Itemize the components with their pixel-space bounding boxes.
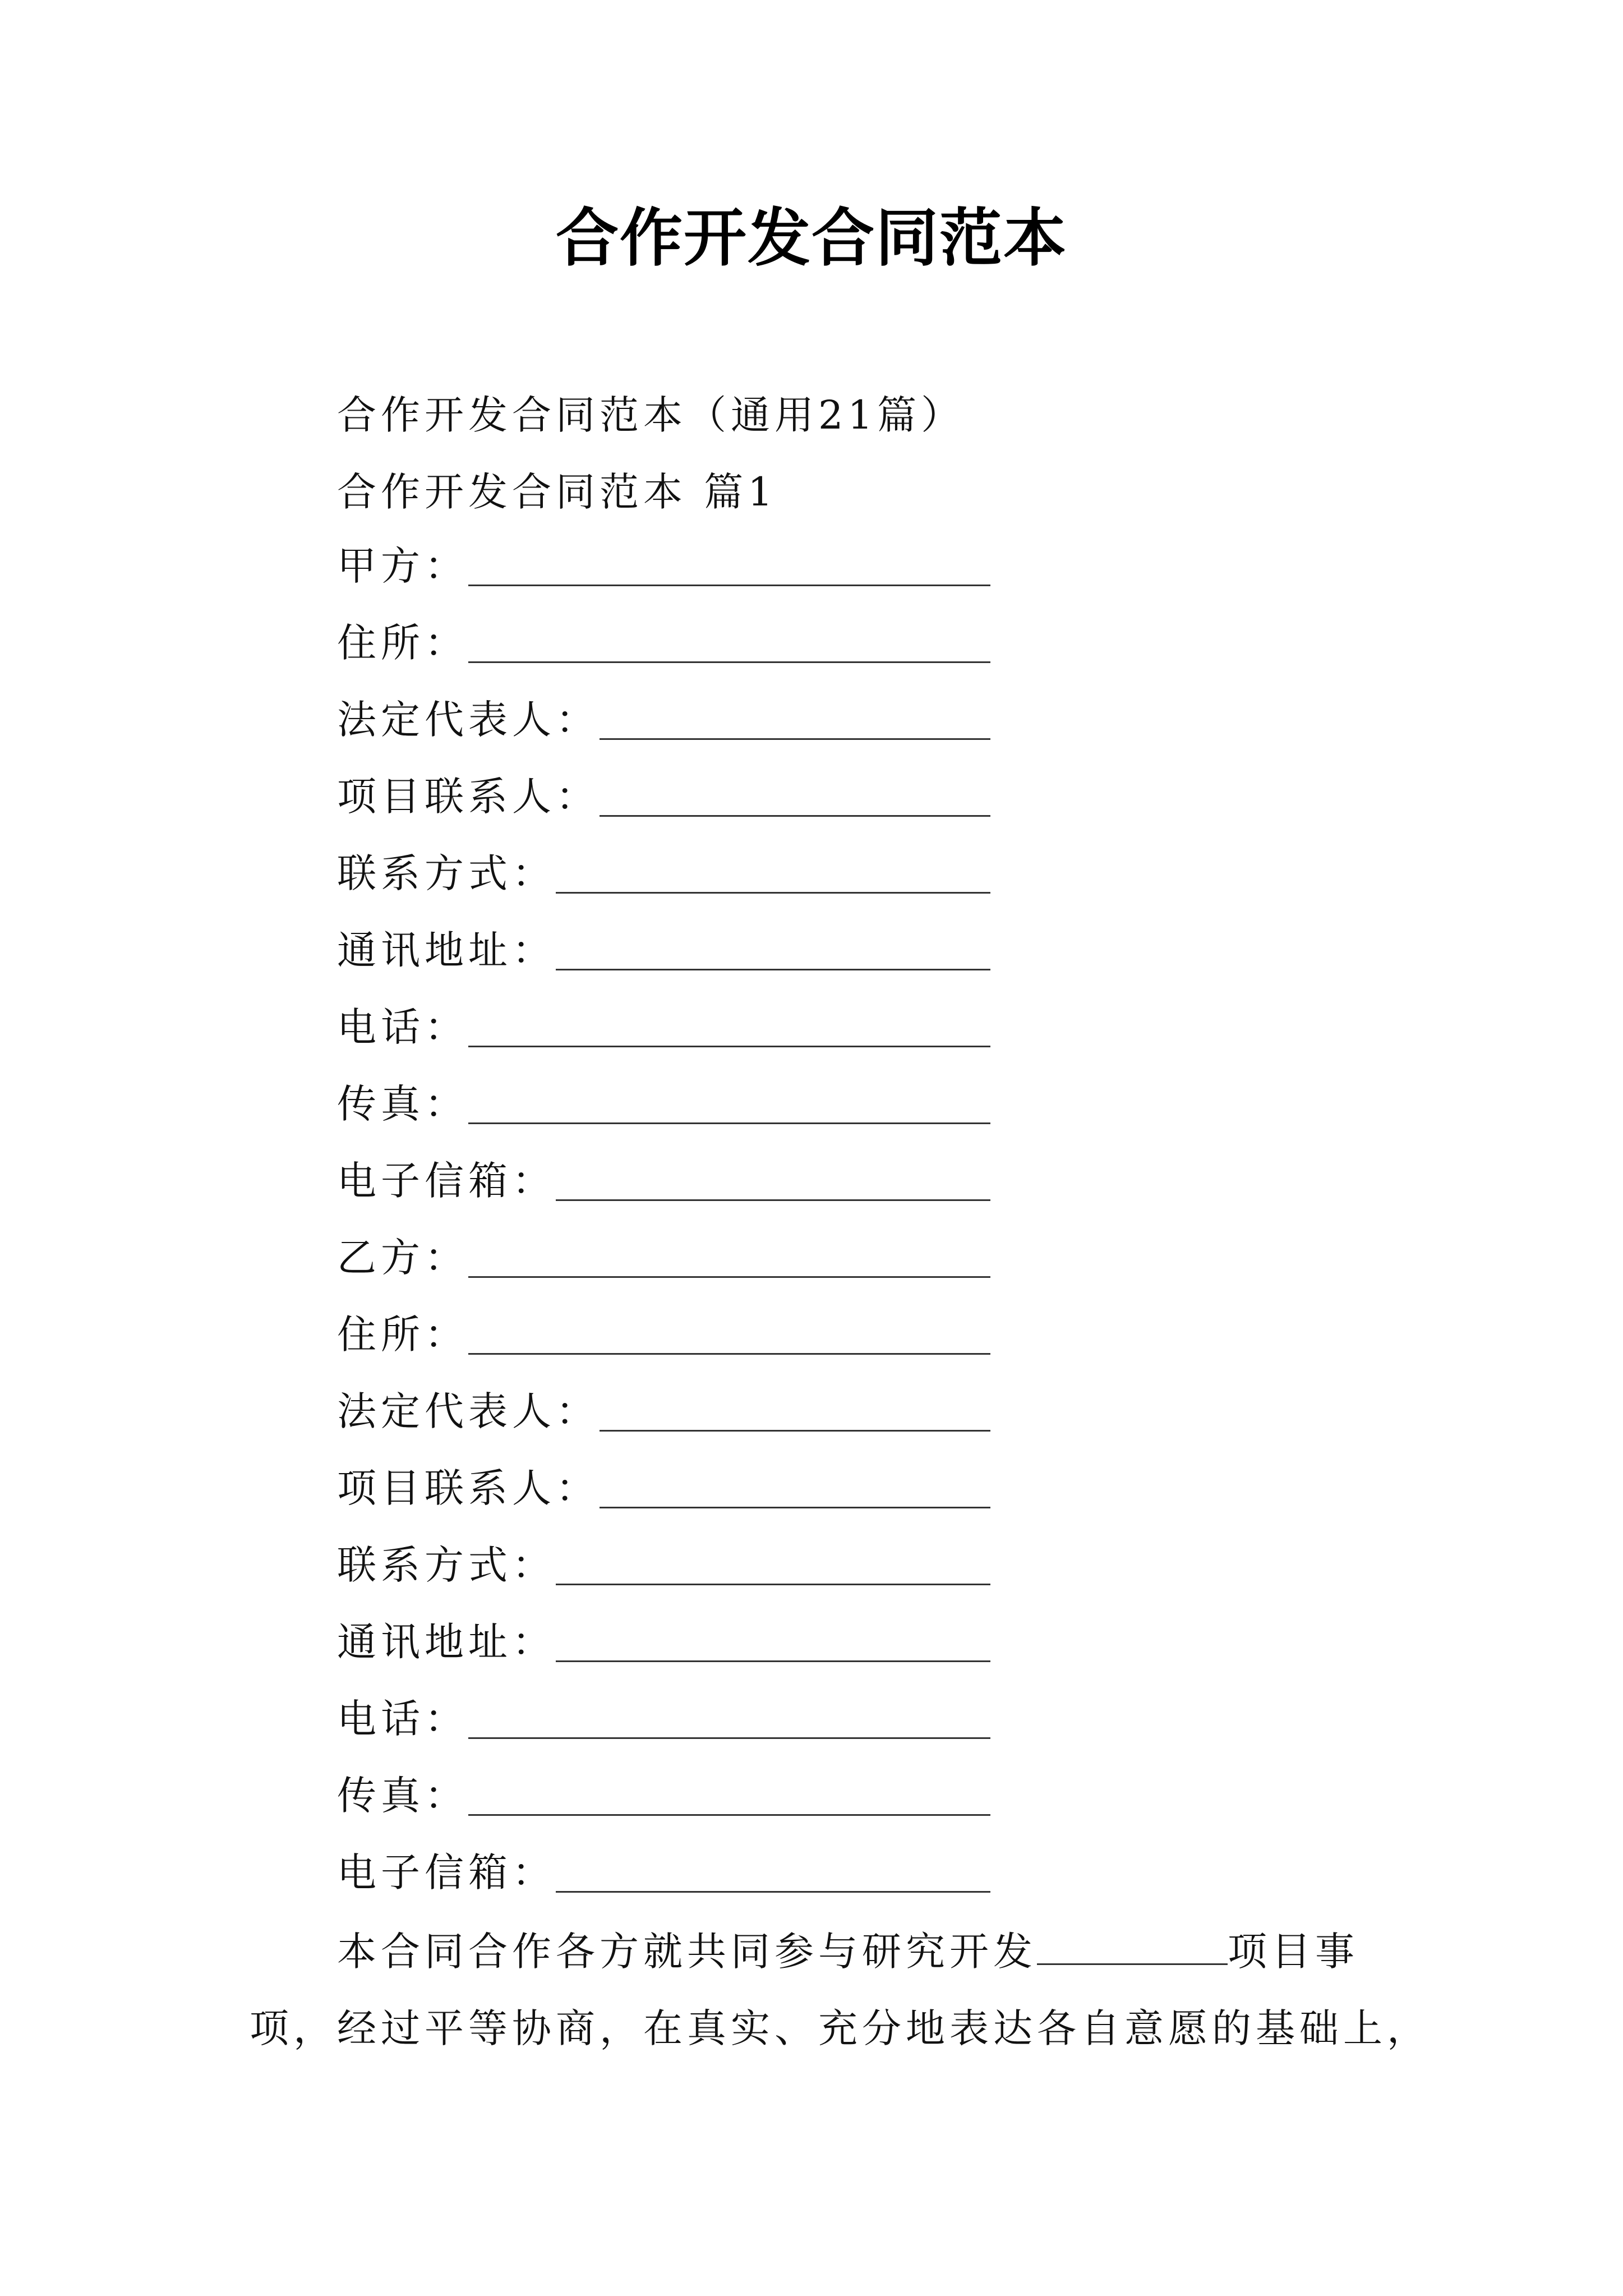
party-b-mailing-address-blank[interactable] (556, 1627, 990, 1662)
party-a-fax-label: 传真： (337, 1081, 468, 1127)
section-heading: 合作开发合同范本 篇1 (337, 469, 777, 515)
project-name-blank[interactable] (1037, 1930, 1228, 1965)
party-a-mailing-address-field (337, 924, 990, 981)
party-a-project-contact-field (337, 771, 990, 827)
party-b-name-label: 乙方： (337, 1235, 468, 1281)
party-b-fax-field (337, 1770, 990, 1826)
document-subtitle: 合作开发合同范本（通用21篇） (337, 392, 965, 438)
party-a-address-blank[interactable] (468, 628, 990, 663)
party-b-contact-method-label: 联系方式： (337, 1542, 556, 1588)
party-b-legal-rep-label: 法定代表人： (337, 1388, 600, 1434)
party-b-address-label: 住所： (337, 1312, 468, 1358)
party-b-legal-rep-field (337, 1386, 990, 1442)
party-b-contact-method-field (337, 1539, 990, 1595)
intro-paragraph-line-1 (337, 1924, 1359, 1980)
party-b-legal-rep-blank[interactable] (600, 1396, 990, 1432)
party-b-email-label: 电子信箱： (337, 1849, 556, 1895)
party-b-mailing-address-field (337, 1616, 990, 1672)
party-a-email-blank[interactable] (556, 1166, 990, 1201)
party-b-fax-blank[interactable] (468, 1780, 990, 1816)
party-a-name-field (337, 540, 990, 596)
party-a-phone-field (337, 1001, 990, 1057)
party-a-mailing-address-blank[interactable] (556, 935, 990, 970)
party-b-phone-blank[interactable] (468, 1704, 990, 1739)
party-a-email-field (337, 1155, 990, 1211)
page-title: 合作开发合同范本 (556, 202, 1067, 275)
party-b-name-field (337, 1232, 990, 1288)
party-b-phone-field (337, 1693, 990, 1749)
party-a-name-blank[interactable] (468, 551, 990, 586)
party-b-project-contact-blank[interactable] (600, 1473, 990, 1508)
party-a-contact-method-label: 联系方式： (337, 850, 556, 896)
intro-text-after-blank: 项目事 (1228, 1929, 1359, 1975)
party-a-contact-method-field (337, 848, 990, 904)
party-b-address-blank[interactable] (468, 1319, 990, 1355)
party-a-legal-rep-blank[interactable] (600, 705, 990, 740)
party-b-phone-label: 电话： (337, 1696, 468, 1742)
party-b-name-blank[interactable] (468, 1243, 990, 1278)
party-a-fax-blank[interactable] (468, 1089, 990, 1124)
party-a-phone-label: 电话： (337, 1004, 468, 1050)
party-a-address-label: 住所： (337, 620, 468, 666)
party-b-email-blank[interactable] (556, 1857, 990, 1893)
intro-paragraph-line-2: 项，经过平等协商，在真实、充分地表达各自意愿的基础上， (250, 2005, 1431, 2051)
party-a-mailing-address-label: 通讯地址： (337, 927, 556, 973)
party-a-name-label: 甲方： (337, 543, 468, 589)
party-a-contact-method-blank[interactable] (556, 858, 990, 894)
party-b-contact-method-blank[interactable] (556, 1550, 990, 1585)
party-b-project-contact-field (337, 1462, 990, 1519)
party-a-fax-field (337, 1078, 990, 1134)
party-a-address-field (337, 617, 990, 673)
intro-text-before-blank: 本合同合作各方就共同参与研究开发 (337, 1929, 1037, 1975)
party-b-mailing-address-label: 通讯地址： (337, 1619, 556, 1665)
party-a-legal-rep-field (337, 694, 990, 750)
party-a-project-contact-blank[interactable] (600, 781, 990, 817)
party-a-project-contact-label: 项目联系人： (337, 774, 600, 820)
party-b-fax-label: 传真： (337, 1773, 468, 1819)
party-b-address-field (337, 1309, 990, 1365)
party-b-project-contact-label: 项目联系人： (337, 1465, 600, 1511)
party-a-phone-blank[interactable] (468, 1012, 990, 1047)
party-a-legal-rep-label: 法定代表人： (337, 697, 600, 743)
party-b-email-field (337, 1847, 990, 1903)
party-a-email-label: 电子信箱： (337, 1158, 556, 1204)
